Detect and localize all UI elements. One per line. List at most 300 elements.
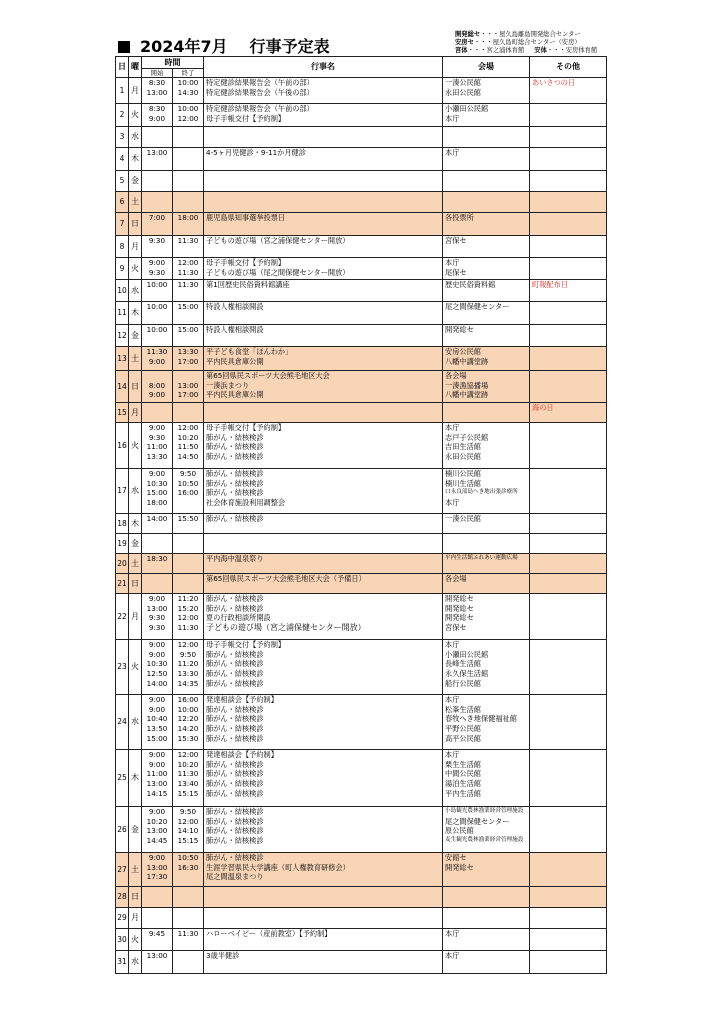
weekday-cell: 木	[129, 148, 142, 171]
cell-line	[532, 357, 606, 367]
cell-line	[532, 679, 606, 689]
cell-line: 本庁	[445, 423, 460, 432]
cell-line	[532, 347, 606, 357]
cell-line: 3歳半健診	[206, 951, 240, 960]
cell-line	[532, 695, 606, 705]
cell-line: 肺がん・結核検診	[206, 788, 264, 798]
event-cell	[204, 514, 443, 534]
cell-line	[532, 479, 606, 489]
note-cell	[530, 171, 607, 192]
cell-line: 18:30	[146, 554, 168, 563]
cell-line: 11:30	[146, 347, 168, 356]
cell-line	[532, 826, 606, 836]
weekday-cell: 日	[129, 213, 142, 236]
legend-line: 開発総セ・・・屋久島離島開発総合センター	[455, 31, 581, 38]
cell-line: 9:00	[148, 423, 166, 432]
cell-line	[532, 769, 606, 779]
cell-line	[445, 872, 529, 882]
cell-line: 13:00	[146, 826, 168, 836]
cell-line: あいさつの日	[532, 78, 576, 87]
cell-line	[532, 650, 606, 660]
event-cell	[204, 908, 443, 929]
start-time-cell	[142, 853, 173, 887]
cell-line: 9:00	[148, 356, 166, 366]
cell-line: 17:00	[177, 390, 199, 400]
cell-line	[532, 604, 606, 614]
event-cell	[204, 594, 443, 640]
day-cell: 31	[116, 951, 129, 974]
cell-line: 本庁	[445, 258, 460, 267]
table-row	[116, 594, 607, 640]
weekday-cell: 日	[129, 371, 142, 403]
col-header-end: 終了	[173, 69, 204, 78]
cell-line: 13:30	[146, 452, 168, 462]
cell-line	[532, 929, 606, 939]
cell-line	[532, 724, 606, 734]
page-title	[118, 34, 330, 57]
cell-line: 平内生活館	[445, 788, 481, 798]
day-cell: 11	[116, 302, 129, 325]
start-time-cell	[142, 403, 173, 423]
cell-line: 一湊公民館	[445, 78, 481, 87]
venue-cell	[443, 280, 530, 302]
end-time-cell	[173, 534, 204, 554]
table-row	[116, 347, 607, 371]
venue-cell	[443, 258, 530, 280]
cell-line: 12:00	[177, 750, 199, 759]
cell-line: 開発総セ	[445, 594, 474, 603]
cell-line: 10:20	[177, 432, 199, 442]
day-cell: 3	[116, 127, 129, 148]
table-row	[116, 574, 607, 594]
venue-cell	[443, 807, 530, 853]
start-time-cell	[142, 750, 173, 807]
table-row	[116, 807, 607, 853]
cell-line: 肺がん・結核検診	[206, 714, 264, 724]
day-cell: 23	[116, 640, 129, 695]
table-row	[116, 514, 607, 534]
weekday-cell: 金	[129, 534, 142, 554]
event-cell	[204, 807, 443, 853]
event-cell	[204, 192, 443, 213]
cell-line	[532, 659, 606, 669]
start-time-cell	[142, 554, 173, 574]
cell-line: 15:15	[177, 788, 199, 798]
start-time-cell	[142, 127, 173, 148]
end-time-cell	[173, 403, 204, 423]
cell-line	[173, 403, 203, 413]
cell-line: 13:00	[146, 87, 168, 97]
cell-line: 10:00	[177, 704, 199, 714]
cell-line: 小瀬田公民館	[445, 104, 489, 113]
cell-line	[532, 469, 606, 479]
start-time-cell	[142, 594, 173, 640]
cell-line: 松峯生活館	[445, 704, 481, 714]
cell-line: 15:00	[146, 733, 168, 743]
cell-line: 特設人権相談開設	[206, 302, 264, 311]
cell-line	[532, 213, 606, 223]
cell-line	[532, 498, 606, 508]
cell-line: 肺がん・結核検診	[206, 836, 264, 846]
start-time-cell	[142, 371, 173, 403]
cell-line: 特定健診結果報告会（午前の部）	[206, 78, 314, 87]
col-header-event: 行事名	[204, 57, 443, 78]
cell-line: 楠川生活館	[445, 478, 481, 488]
table-row	[116, 371, 607, 403]
cell-line: 発達相談会【予約制】	[206, 695, 278, 704]
cell-line: 13:00	[146, 148, 168, 157]
cell-line	[532, 258, 606, 268]
venue-cell	[443, 554, 530, 574]
cell-line	[532, 114, 606, 124]
note-cell	[530, 371, 607, 403]
start-time-cell	[142, 640, 173, 695]
venue-cell	[443, 695, 530, 750]
table-row	[116, 640, 607, 695]
venue-cell	[443, 750, 530, 807]
cell-line: 8:30	[148, 78, 166, 87]
cell-line: 10:00	[146, 280, 168, 289]
cell-line: 肺がん・結核検診	[206, 724, 264, 734]
col-header-note: その他	[530, 57, 607, 78]
weekday-cell: 金	[129, 171, 142, 192]
end-time-cell	[173, 236, 204, 258]
venue-cell	[443, 236, 530, 258]
event-cell	[204, 423, 443, 469]
cell-line: 11:50	[177, 442, 199, 452]
venue-cell	[443, 423, 530, 469]
cell-line: 一湊公民館	[445, 514, 481, 523]
cell-line: 麦生観光農林漁業経営管理施設	[445, 837, 524, 844]
cell-line	[532, 325, 606, 335]
cell-line: 社会体育施設利用調整会	[206, 498, 286, 508]
day-cell: 22	[116, 594, 129, 640]
cell-line: 10:00	[177, 78, 199, 87]
cell-line	[532, 714, 606, 724]
cell-line: 八幡中講堂跡	[445, 356, 489, 366]
cell-line: 12:00	[177, 113, 199, 123]
cell-line: 子どもの遊び場（尾之間保健センター開放）	[206, 267, 350, 277]
cell-line: 10:20	[177, 759, 199, 769]
event-cell	[204, 887, 443, 908]
note-cell	[530, 213, 607, 236]
event-cell	[204, 853, 443, 887]
cell-line: 宮保セ	[445, 236, 467, 245]
cell-line: 9:30	[148, 432, 166, 442]
cell-line: 12:20	[177, 714, 199, 724]
venue-cell	[443, 78, 530, 104]
venue-cell	[443, 403, 530, 423]
event-cell	[204, 929, 443, 951]
cell-line: 18:00	[146, 498, 168, 508]
cell-line: 11:30	[177, 236, 199, 245]
note-cell	[530, 423, 607, 469]
weekday-cell: 木	[129, 750, 142, 807]
weekday-cell: 金	[129, 325, 142, 347]
start-time-cell	[142, 104, 173, 127]
cell-line: 安館セ	[445, 853, 467, 862]
event-cell	[204, 574, 443, 594]
cell-line: 宮保セ	[445, 623, 467, 633]
cell-line: 春牧へき地保健福祉館	[445, 714, 517, 724]
cell-line: 9:50	[179, 807, 197, 816]
table-row	[116, 213, 607, 236]
cell-line: 8:00	[148, 380, 166, 390]
cell-line: 肺がん・結核検診	[206, 769, 264, 779]
cell-line: 4-5ヶ月児健診・9-11か月健診	[206, 148, 306, 157]
title-month: 2024年7月	[140, 37, 228, 56]
note-cell	[530, 887, 607, 908]
event-cell	[204, 403, 443, 423]
start-time-cell	[142, 171, 173, 192]
event-cell	[204, 347, 443, 371]
cell-line: 9:50	[179, 649, 197, 659]
end-time-cell	[173, 127, 204, 148]
cell-line: 13:50	[146, 724, 168, 734]
end-time-cell	[173, 325, 204, 347]
weekday-cell: 火	[129, 640, 142, 695]
cell-line: 肺がん・結核検診	[206, 469, 264, 478]
col-header-weekday: 曜	[129, 57, 142, 78]
weekday-cell: 月	[129, 78, 142, 104]
start-time-cell	[142, 213, 173, 236]
cell-line: 肺がん・結核検診	[206, 478, 264, 488]
cell-line: 吉田生活館	[445, 442, 481, 452]
weekday-cell: 日	[129, 887, 142, 908]
cell-line: 小瀬田公民館	[445, 649, 489, 659]
day-cell: 1	[116, 78, 129, 104]
cell-line	[532, 623, 606, 633]
cell-line: 9:00	[148, 750, 166, 759]
day-cell: 18	[116, 514, 129, 534]
cell-line	[532, 302, 606, 312]
weekday-cell: 日	[129, 574, 142, 594]
start-time-cell	[142, 302, 173, 325]
cell-line	[532, 613, 606, 623]
cell-line: 8:30	[148, 104, 166, 113]
cell-line: 肺がん・結核検診	[206, 816, 264, 826]
note-cell	[530, 554, 607, 574]
cell-line: 11:00	[146, 442, 168, 452]
weekday-cell: 水	[129, 127, 142, 148]
start-time-cell	[142, 514, 173, 534]
cell-line: 肺がん・結核検診	[206, 669, 264, 679]
cell-line: 9:00	[148, 759, 166, 769]
start-time-cell	[142, 908, 173, 929]
end-time-cell	[173, 853, 204, 887]
cell-line: 15:00	[177, 302, 199, 311]
note-cell	[530, 403, 607, 423]
cell-line: 15:20	[177, 603, 199, 613]
cell-line: 本庁	[445, 640, 460, 649]
start-time-cell	[142, 280, 173, 302]
table-row	[116, 78, 607, 104]
cell-line	[532, 779, 606, 789]
cell-line: 肺がん・結核検診	[206, 594, 264, 603]
cell-line: 15:30	[177, 733, 199, 743]
cell-line: 12:00	[177, 816, 199, 826]
table-row	[116, 534, 607, 554]
end-time-cell	[173, 807, 204, 853]
cell-line: 13:00	[146, 603, 168, 613]
cell-line: 14:20	[177, 724, 199, 734]
venue-cell	[443, 514, 530, 534]
cell-line	[173, 574, 203, 584]
cell-line: 肺がん・結核検診	[206, 603, 264, 613]
cell-line: 船行公民館	[445, 678, 481, 688]
day-cell: 10	[116, 280, 129, 302]
cell-line	[532, 760, 606, 770]
cell-line: 母子手帳交付【予約制】	[206, 423, 286, 432]
venue-cell	[443, 302, 530, 325]
cell-line: 発達相談会【予約制】	[206, 750, 278, 759]
cell-line: 肺がん・結核検診	[206, 807, 264, 816]
venue-cell	[443, 640, 530, 695]
table-row	[116, 853, 607, 887]
cell-line	[173, 148, 203, 158]
event-cell	[204, 534, 443, 554]
venue-cell	[443, 469, 530, 514]
cell-line: 第1回歴史民俗資料館講座	[206, 280, 290, 289]
cell-line	[532, 104, 606, 114]
cell-line: 肺がん・結核検診	[206, 733, 264, 743]
cell-line: 9:00	[148, 258, 166, 267]
venue-legend	[455, 31, 597, 55]
cell-line	[532, 574, 606, 584]
event-cell	[204, 171, 443, 192]
table-row	[116, 908, 607, 929]
cell-line: 13:30	[177, 669, 199, 679]
cell-line: 肺がん・結核検診	[206, 759, 264, 769]
cell-line: 12:00	[177, 613, 199, 623]
weekday-cell: 月	[129, 236, 142, 258]
cell-line	[532, 554, 606, 564]
weekday-cell: 水	[129, 695, 142, 750]
cell-line: 尾之間温泉まつり	[206, 872, 264, 882]
cell-line: 平内民具倉庫公開	[206, 390, 264, 400]
day-cell: 4	[116, 148, 129, 171]
end-time-cell	[173, 192, 204, 213]
note-cell	[530, 594, 607, 640]
event-cell	[204, 236, 443, 258]
cell-line: 本庁	[445, 750, 460, 759]
note-cell	[530, 302, 607, 325]
end-time-cell	[173, 371, 204, 403]
cell-line: 尾之間保健センター	[445, 302, 510, 311]
cell-line: 母子手帳交付【予約制】	[206, 640, 286, 649]
cell-line	[142, 371, 172, 381]
cell-line: 9:00	[148, 469, 166, 478]
cell-line: 肺がん・結核検診	[206, 432, 264, 442]
event-cell	[204, 280, 443, 302]
cell-line: 肺がん・結核検診	[206, 779, 264, 789]
end-time-cell	[173, 951, 204, 974]
cell-line: 12:00	[177, 640, 199, 649]
cell-line: 10:00	[177, 104, 199, 113]
venue-cell	[443, 908, 530, 929]
cell-line	[206, 403, 442, 413]
cell-line: 肺がん・結核検診	[206, 452, 264, 462]
cell-line: 楠川公民館	[445, 469, 481, 478]
cell-line: 肺がん・結核検診	[206, 826, 264, 836]
day-cell: 21	[116, 574, 129, 594]
cell-line: 肺がん・結核検診	[206, 649, 264, 659]
weekday-cell: 火	[129, 423, 142, 469]
cell-line: 9:00	[148, 113, 166, 123]
cell-line: 10:50	[177, 853, 199, 862]
cell-line: 開発総セ	[445, 603, 474, 613]
day-cell: 27	[116, 853, 129, 887]
cell-line: 母子手帳交付【予約制】	[206, 113, 286, 123]
weekday-cell: 土	[129, 192, 142, 213]
cell-line: 12:00	[177, 423, 199, 432]
end-time-cell	[173, 171, 204, 192]
day-cell: 13	[116, 347, 129, 371]
cell-line	[532, 817, 606, 827]
cell-line: 10:00	[146, 302, 168, 311]
cell-line: 特定健診結果報告会（午後の部）	[206, 87, 314, 97]
cell-line: 9:00	[148, 640, 166, 649]
cell-line	[532, 433, 606, 443]
cell-line	[173, 498, 203, 508]
start-time-cell	[142, 887, 173, 908]
cell-line: 13:00	[146, 862, 168, 872]
event-cell	[204, 951, 443, 974]
col-header-time: 時間	[142, 57, 204, 69]
day-cell: 20	[116, 554, 129, 574]
event-cell	[204, 213, 443, 236]
cell-line: 15:50	[177, 514, 199, 523]
day-cell: 16	[116, 423, 129, 469]
cell-line	[532, 371, 606, 381]
cell-line: 12:50	[146, 669, 168, 679]
cell-line: 夏の行政相談所開設	[206, 613, 271, 623]
cell-line: 10:50	[177, 478, 199, 488]
cell-line: 10:30	[146, 659, 168, 669]
end-time-cell	[173, 258, 204, 280]
note-cell	[530, 853, 607, 887]
cell-line: 口永良部島へき地出張診療所	[445, 489, 518, 496]
end-time-cell	[173, 280, 204, 302]
schedule-body	[116, 78, 607, 974]
cell-line: 永田公民館	[445, 87, 481, 97]
start-time-cell	[142, 929, 173, 951]
black-square-icon	[118, 41, 130, 53]
end-time-cell	[173, 695, 204, 750]
cell-line: 18:00	[177, 213, 199, 222]
start-time-cell	[142, 807, 173, 853]
start-time-cell	[142, 236, 173, 258]
table-row	[116, 469, 607, 514]
cell-line: 15:00	[177, 325, 199, 334]
weekday-cell: 火	[129, 929, 142, 951]
cell-line	[532, 423, 606, 433]
day-cell: 17	[116, 469, 129, 514]
start-time-cell	[142, 469, 173, 514]
table-row	[116, 280, 607, 302]
cell-line: 11:00	[146, 769, 168, 779]
cell-line: 14:50	[177, 452, 199, 462]
cell-line: 9:30	[148, 623, 166, 633]
note-cell	[530, 750, 607, 807]
venue-cell	[443, 534, 530, 554]
cell-line: 11:20	[177, 659, 199, 669]
weekday-cell: 火	[129, 104, 142, 127]
end-time-cell	[173, 514, 204, 534]
cell-line	[142, 574, 172, 584]
table-row	[116, 192, 607, 213]
venue-cell	[443, 574, 530, 594]
